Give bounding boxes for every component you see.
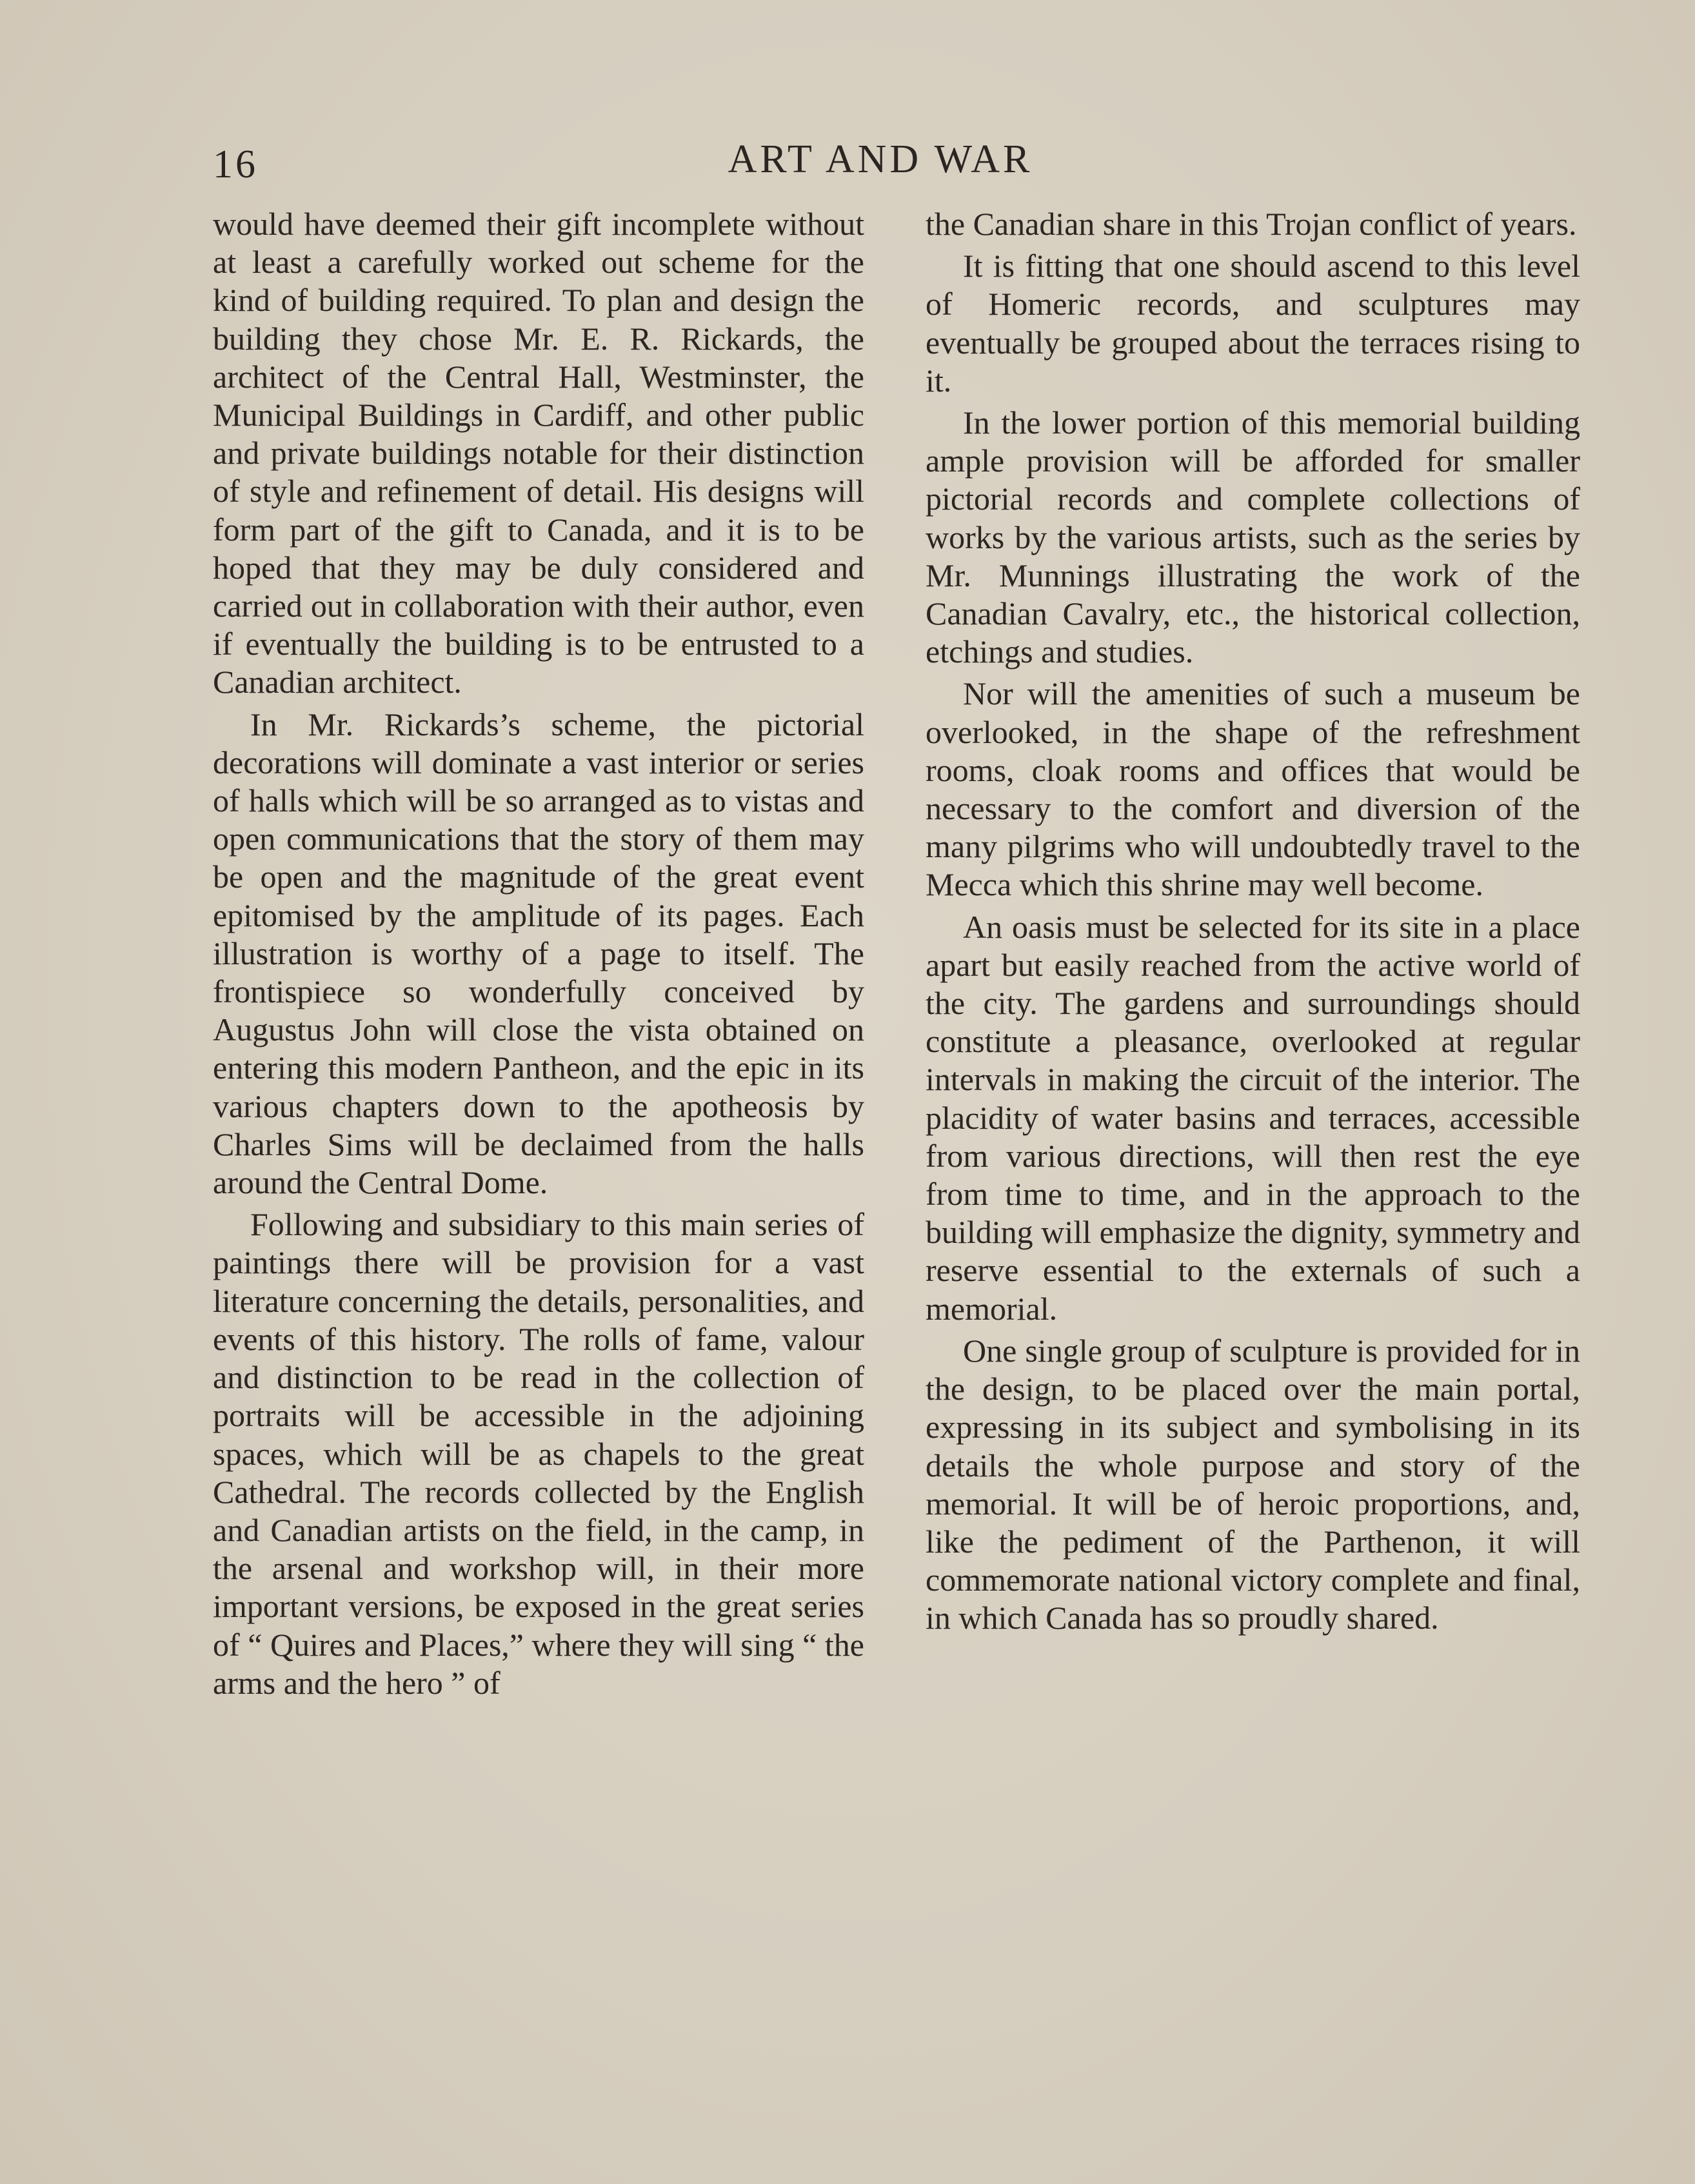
paragraph: An oasis must be selected for its site in a place apart but easily reached from the active world of the city. The gardens and surroundings should constitute a pleasance, overlooked at regular intervals in making the circuit of the interior. The placidity of water basins and terraces, accessible from various directions, will then rest the eye from time to time, and in the approach to the building will emphasize the dignity, symmetry and reserve essential to the externals of such a memorial.	[926, 908, 1580, 1327]
paragraph: Following and subsidiary to this main series of paintings there will be provision for a vast literature concerning the details, personalities, and events of this history. The rolls of fame, valour and distinction to be read in the collection of portraits will be accessible in the adjoining spaces, which will be as chapels to the great Cathedral. The records collected by the English and Canadian artists on the field, in the camp, in the arsenal and workshop will, in their more important versions, be exposed in the great series of “ Quires and Places,” where they will sing “ the arms and the hero ” of	[213, 1206, 864, 1701]
paragraph: Nor will the amenities of such a museum be overlooked, in the shape of the refreshment rooms, cloak rooms and offices that would be necessary to the comfort and diversion of the many pilgrims who will undoubtedly travel to the Mecca which this shrine may well become.	[926, 675, 1580, 903]
page-header	[213, 129, 1548, 187]
right-column	[926, 205, 1580, 1642]
left-column	[213, 205, 864, 1706]
page-number: 16	[213, 143, 258, 186]
running-title: ART AND WAR	[728, 137, 1033, 181]
paragraph: would have deemed their gift incomplete without at least a carefully worked out scheme for the kind of building required. To plan and design the building they chose Mr. E. R. Rickards, the architect of the Central Hall, Westminster, the Municipal Buildings in Cardiff, and other public and private buildings notable for their distinction of style and refinement of detail. His designs will form part of the gift to Canada, and it is to be hoped that they may be duly considered and carried out in collaboration with their author, even if eventually the building is to be entrusted to a Canadian architect.	[213, 206, 864, 700]
paragraph: In Mr. Rickards’s scheme, the pictorial decorations will dominate a vast interior or series of halls which will be so arranged as to vistas and open communications that the story of them may be open and the magnitude of the great event epitomised by the amplitude of its pages. Each illustration is worthy of a page to itself. The frontispiece so wonderfully conceived by Augustus John will close the vista obtained on entering this modern Pantheon, and the epic in its various chapters down to the apotheosis by Charles Sims will be declaimed from the halls around the Central Dome.	[213, 706, 864, 1201]
paragraph: One single group of sculpture is provided for in the design, to be placed over the main portal, expressing in its subject and symbolising in its details the whole purpose and story of the memorial. It will be of heroic proportions, and, like the pediment of the Parthenon, it will commemorate national victory complete and final, in which Canada has so proudly shared.	[926, 1332, 1580, 1636]
paragraph: In the lower portion of this memorial building ample provision will be afforded for smaller pictorial records and complete collections of works by the various artists, such as the series by Mr. Munnings illustrating the work of the Canadian Cavalry, etc., the historical collection, etchings and studies.	[926, 404, 1580, 670]
paragraph: It is fitting that one should ascend to this level of Homeric records, and sculptures may eventually be grouped about the terraces rising to it.	[926, 248, 1580, 399]
paragraph: the Canadian share in this Trojan conflict of years.	[926, 206, 1577, 242]
